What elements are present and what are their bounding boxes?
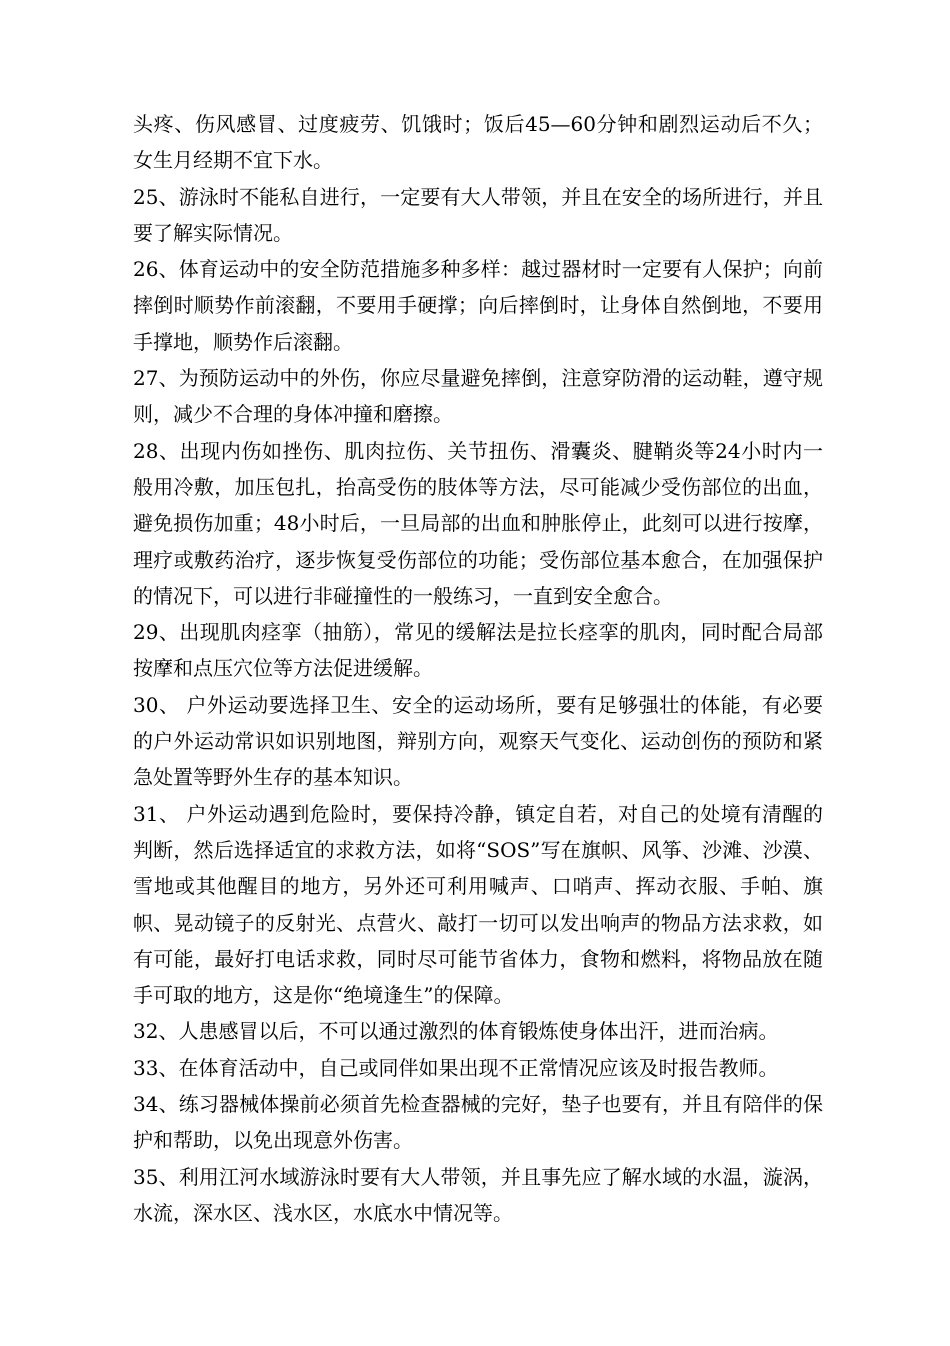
paragraph-item-29: 29、出现肌肉痉挛（抽筋），常见的缓解法是拉长痉挛的肌肉，同时配合局部按摩和点压穴位等方法促进缓解。 (133, 620, 823, 681)
paragraph-item-28: 28、出现内伤如挫伤、肌肉拉伤、关节扭伤、滑囊炎、腱鞘炎等24小时内一般用冷敷，加压包扎，抬高受伤的肢体等方法，尽可能减少受伤部位的出血，避免损伤加重；48小时后，一旦局部的出血和肿胀停止，此刻可以进行按摩，理疗或敷药治疗，逐步恢复受伤部位的功能；受伤部位基本愈合，在加强保护的情况下，可以进行非碰撞性的一般练习，一直到安全愈合。 (133, 438, 823, 608)
paragraph-item-35: 35、利用江河水域游泳时要有大人带领，并且事先应了解水域的水温，漩涡，水流，深水区、浅水区，水底水中情况等。 (133, 1164, 823, 1225)
paragraph-item-31: 31、 户外运动遇到危险时，要保持冷静，镇定自若，对自己的处境有清醒的判断，然后选择适宜的求救方法，如将“SOS”写在旗帜、风筝、沙滩、沙漠、雪地或其他醒目的地方，另外还可利用喊声、口哨声、挥动衣服、手帕、旗帜、晃动镜子的反射光、点营火、敲打一切可以发出响声的物品方法求救，如有可能，最好打电话求救，同时尽可能节省体力，食物和燃料，将物品放在随手可取的地方，这是你“绝境逢生”的保障。 (133, 801, 823, 1008)
paragraph-item-30: 30、 户外运动要选择卫生、安全的运动场所，要有足够强壮的体能，有必要的户外运动常识如识别地图，辩别方向，观察天气变化、运动创伤的预防和紧急处置等野外生存的基本知识。 (133, 692, 823, 790)
paragraph-item-32: 32、人患感冒以后，不可以通过激烈的体育锻炼使身体出汗，进而治病。 (133, 1019, 779, 1044)
paragraph-item-25: 25、游泳时不能私自进行，一定要有大人带领，并且在安全的场所进行，并且要了解实际情况。 (133, 184, 823, 245)
paragraph-item-34: 34、练习器械体操前必须首先检查器械的完好，垫子也要有，并且有陪伴的保护和帮助，以免出现意外伤害。 (133, 1092, 823, 1153)
paragraph-continuation: 头疼、伤风感冒、过度疲劳、饥饿时；饭后45—60分钟和剧烈运动后不久；女生月经期不宜下水。 (133, 112, 823, 173)
paragraph-item-33: 33、在体育活动中，自己或同伴如果出现不正常情况应该及时报告教师。 (133, 1055, 779, 1080)
paragraph-item-26: 26、体育运动中的安全防范措施多种多样：越过器材时一定要有人保护；向前摔倒时顺势作前滚翻，不要用手硬撑；向后摔倒时，让身体自然倒地，不要用手撑地，顺势作后滚翻。 (133, 257, 823, 354)
document-body (133, 106, 823, 1231)
paragraph-item-27: 27、为预防运动中的外伤，你应尽量避免摔倒，注意穿防滑的运动鞋，遵守规则，减少不合理的身体冲撞和磨擦。 (133, 366, 823, 427)
